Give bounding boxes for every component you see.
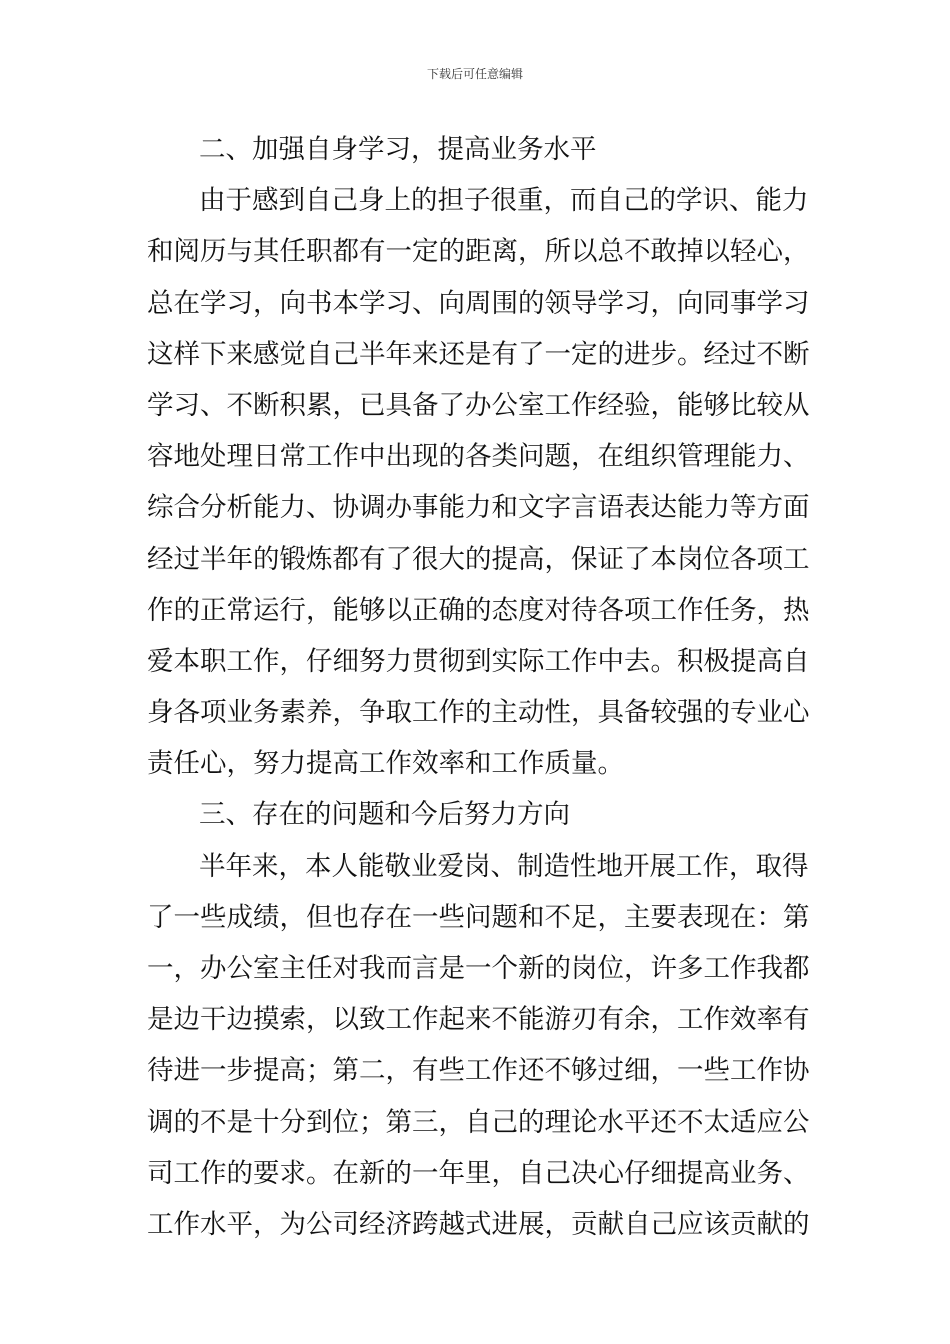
heading-section-3: 三、存在的问题和今后努力方向 <box>199 799 570 831</box>
page-header: 下载后可任意编辑 <box>426 67 523 81</box>
text-line: 学习、不断积累，已具备了办公室工作经验，能够比较从 <box>147 389 810 421</box>
text-line: 容地处理日常工作中出现的各类问题，在组织管理能力、 <box>147 441 810 473</box>
text-line: 工作水平，为公司经济跨越式进展，贡献自己应该贡献的 <box>147 1208 810 1240</box>
text-line: 待进一步提高；第二，有些工作还不够过细，一些工作协 <box>147 1055 810 1087</box>
text-line: 身各项业务素养，争取工作的主动性，具备较强的专业心 <box>147 697 810 729</box>
document-body <box>147 124 810 1250</box>
text-line: 总在学习，向书本学习、向周围的领导学习，向同事学习 <box>147 287 810 319</box>
text-line: 经过半年的锻炼都有了很大的提高，保证了本岗位各项工 <box>147 543 810 575</box>
text-line: 是边干边摸索，以致工作起来不能游刃有余，工作效率有 <box>147 1004 810 1036</box>
text-line: 和阅历与其任职都有一定的距离，所以总不敢掉以轻心， <box>147 236 810 268</box>
text-line: 半年来，本人能敬业爱岗、制造性地开展工作，取得 <box>199 850 809 882</box>
text-line: 责任心，努力提高工作效率和工作质量。 <box>147 748 624 780</box>
text-line: 爱本职工作，仔细努力贯彻到实际工作中去。积极提高自 <box>147 645 810 677</box>
text-line: 这样下来感觉自己半年来还是有了一定的进步。经过不断 <box>147 338 810 370</box>
heading-section-2: 二、加强自身学习，提高业务水平 <box>199 134 597 165</box>
text-line: 由于感到自己身上的担子很重，而自己的学识、能力 <box>199 185 809 217</box>
text-line: 一，办公室主任对我而言是一个新的岗位，许多工作我都 <box>147 953 810 984</box>
text-line: 综合分析能力、协调办事能力和文字言语表达能力等方面 <box>147 492 810 524</box>
text-line: 调的不是十分到位；第三，自己的理论水平还不太适应公 <box>147 1106 810 1138</box>
text-line: 了一些成绩，但也存在一些问题和不足，主要表现在：第 <box>147 901 810 933</box>
text-line: 作的正常运行，能够以正确的态度对待各项工作任务，热 <box>147 594 810 626</box>
text-line: 司工作的要求。在新的一年里，自己决心仔细提高业务、 <box>147 1157 810 1189</box>
